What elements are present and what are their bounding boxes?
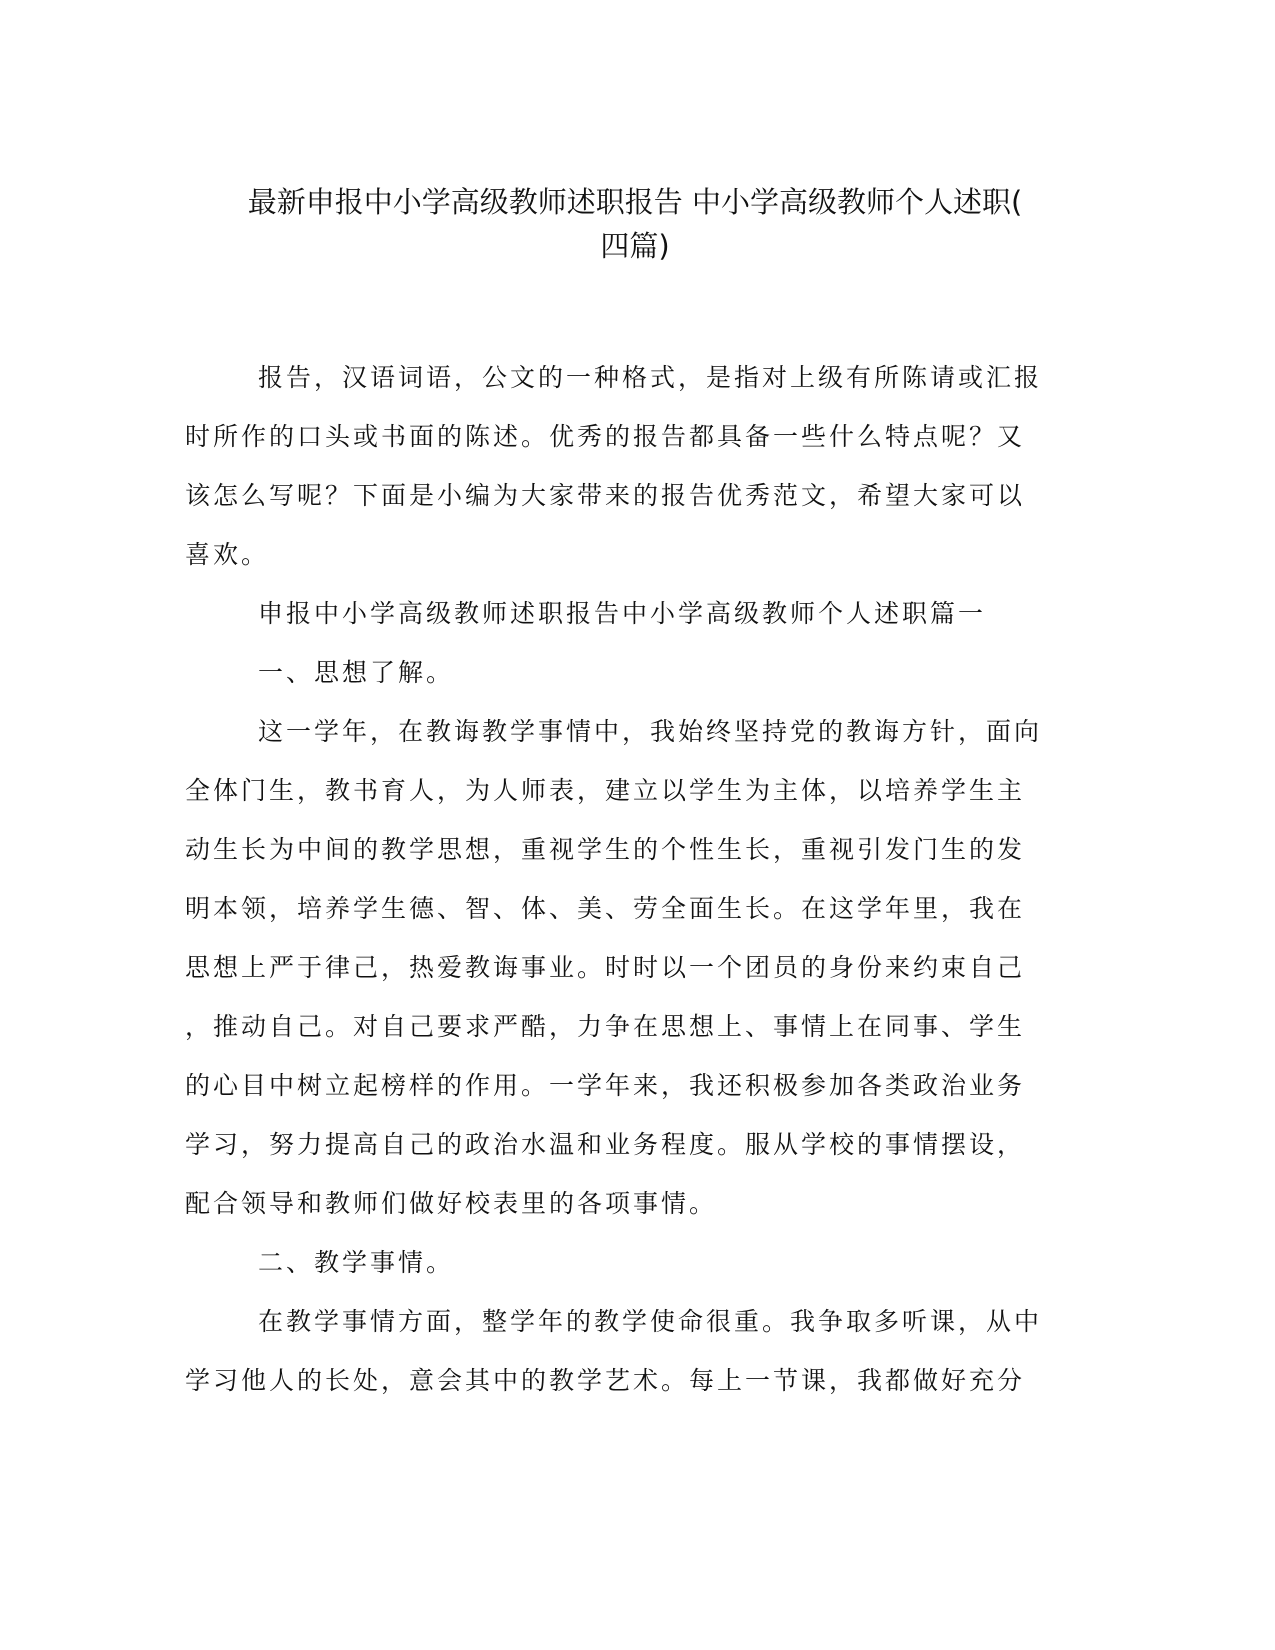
paragraph-line: 思想上严于律己，热爱教诲事业。时时以一个团员的身份来约束自己 bbox=[185, 953, 1026, 982]
paragraph-line: 时所作的口头或书面的陈述。优秀的报告都具备一些什么特点呢？又 bbox=[185, 422, 1026, 451]
title-line-1: 最新申报中小学高级教师述职报告 中小学高级教师个人述职( bbox=[247, 185, 1023, 219]
intro-paragraph bbox=[185, 348, 1085, 584]
title-line-2: 四篇) bbox=[600, 229, 670, 263]
paragraph-line: 一、思想了解。 bbox=[258, 658, 455, 687]
paragraph-line: 学习他人的长处，意会其中的教学艺术。每上一节课，我都做好充分 bbox=[185, 1366, 1026, 1395]
section-heading bbox=[185, 584, 1085, 643]
paragraph-line: 二、教学事情。 bbox=[258, 1248, 455, 1277]
paragraph-line: 的心目中树立起榜样的作用。一学年来，我还积极参加各类政治业务 bbox=[185, 1071, 1026, 1100]
paragraph-line: 在教学事情方面，整学年的教学使命很重。我争取多听课，从中 bbox=[258, 1307, 1043, 1336]
paragraph-line: 这一学年，在教诲教学事情中，我始终坚持党的教诲方针，面向 bbox=[258, 717, 1043, 746]
document-title bbox=[175, 180, 1095, 268]
paragraph-line: 全体门生，教书育人，为人师表，建立以学生为主体，以培养学生主 bbox=[185, 776, 1026, 805]
paragraph-line: 明本领，培养学生德、智、体、美、劳全面生长。在这学年里，我在 bbox=[185, 894, 1026, 923]
subheading-1 bbox=[185, 643, 1085, 702]
paragraph-line: 该怎么写呢？下面是小编为大家带来的报告优秀范文，希望大家可以 bbox=[185, 481, 1026, 510]
paragraph-line: ，推动自己。对自己要求严酷，力争在思想上、事情上在同事、学生 bbox=[185, 1012, 1026, 1041]
paragraph-line: 配合领导和教师们做好校表里的各项事情。 bbox=[185, 1189, 718, 1218]
paragraph-line: 申报中小学高级教师述职报告中小学高级教师个人述职篇一 bbox=[258, 599, 987, 628]
body-paragraph-1 bbox=[185, 702, 1085, 1233]
body-paragraph-2 bbox=[185, 1292, 1085, 1410]
paragraph-line: 学习，努力提高自己的政治水温和业务程度。服从学校的事情摆设， bbox=[185, 1130, 1026, 1159]
paragraph-line: 动生长为中间的教学思想，重视学生的个性生长，重视引发门生的发 bbox=[185, 835, 1026, 864]
subheading-2 bbox=[185, 1233, 1085, 1292]
paragraph-line: 报告，汉语词语，公文的一种格式，是指对上级有所陈请或汇报 bbox=[258, 363, 1043, 392]
paragraph-line: 喜欢。 bbox=[185, 540, 270, 569]
